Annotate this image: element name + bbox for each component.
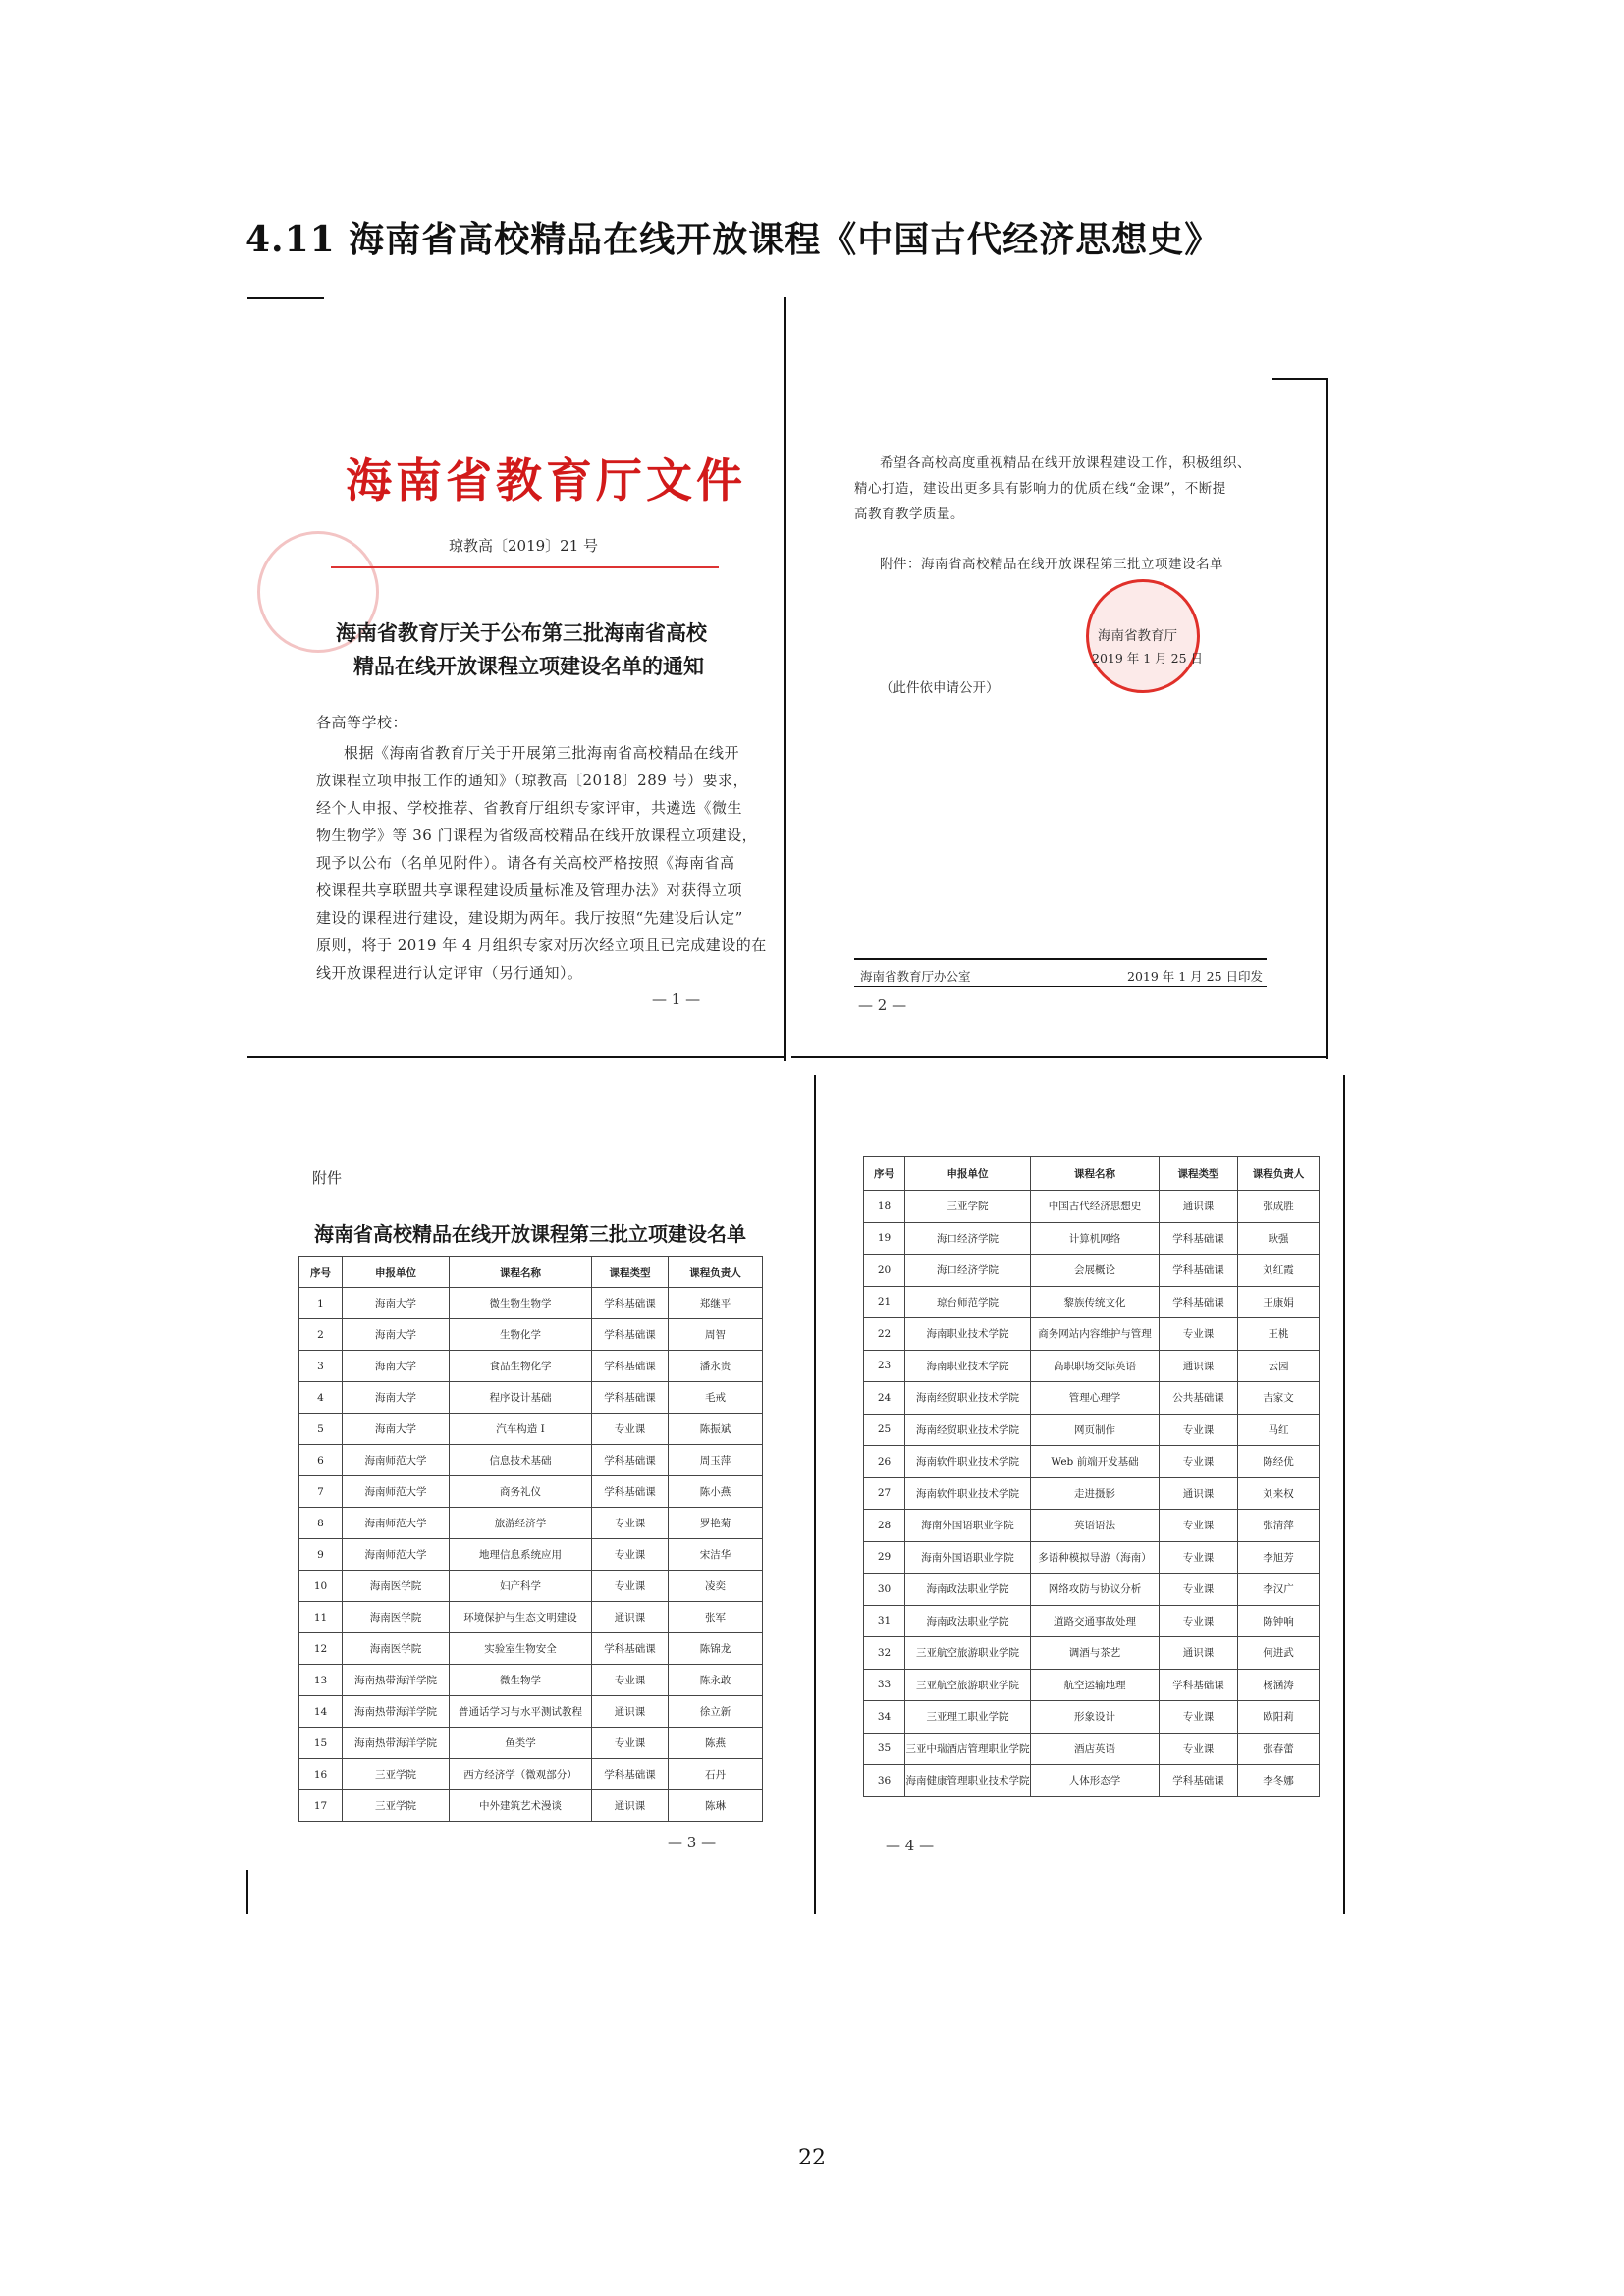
cell: Web 前端开发基础 (1031, 1446, 1160, 1478)
notice-title-line2: 精品在线开放课程立项建设名单的通知 (353, 654, 704, 678)
cell: 通识课 (1160, 1477, 1238, 1510)
table-row (864, 1350, 1320, 1382)
cell: 马红 (1238, 1414, 1320, 1446)
table-row (864, 1382, 1320, 1415)
table-header-row (864, 1157, 1320, 1191)
course-table-part2 (863, 1156, 1320, 1797)
cell: 学科基础课 (1160, 1765, 1238, 1797)
table-row (864, 1574, 1320, 1606)
body-line: 经个人申报、学校推荐、省教育厅组织专家评审，共遴选《微生 (316, 799, 743, 817)
scan-page-3 (247, 1075, 787, 1914)
scan-bottom-1 (247, 1056, 785, 1058)
cell: 西方经济学（微观部分） (450, 1759, 592, 1790)
cell: 专业课 (1160, 1510, 1238, 1542)
footer-rule (854, 958, 1267, 960)
cell: 22 (864, 1318, 905, 1351)
body-line: 放课程立项申报工作的通知》（琼教高〔2018〕289 号）要求， (316, 772, 749, 789)
scan-page-4 (809, 1068, 1344, 1914)
body-line: 物生物学》等 36 门课程为省级高校精品在线开放课程立项建设， (316, 827, 758, 844)
cell: 罗艳菊 (669, 1508, 763, 1539)
cell: 27 (864, 1477, 905, 1510)
cell: 12 (299, 1633, 343, 1665)
cell: 陈小燕 (669, 1476, 763, 1508)
cell: 陈琳 (669, 1790, 763, 1822)
cell: 陈永敢 (669, 1665, 763, 1696)
table-row (864, 1477, 1320, 1510)
seal-issuer: 海南省教育厅 (1098, 628, 1177, 644)
cell: 海南职业技术学院 (905, 1318, 1031, 1351)
table-row (864, 1701, 1320, 1734)
cell: 商务网站内容维护与管理 (1031, 1318, 1160, 1351)
issue-date: 2019 年 1 月 25 日 (1092, 651, 1204, 666)
scan-right-edge-4 (1343, 1075, 1345, 1914)
col-header: 课程类型 (592, 1257, 669, 1288)
cell: 妇产科学 (450, 1571, 592, 1602)
cell: 海南职业技术学院 (905, 1350, 1031, 1382)
col-header: 课程负责人 (1238, 1157, 1320, 1191)
cell: 海南健康管理职业技术学院 (905, 1765, 1031, 1797)
cell: 李冬娜 (1238, 1765, 1320, 1797)
cell: 云园 (1238, 1350, 1320, 1382)
table-row (299, 1633, 763, 1665)
cell: 生物化学 (450, 1319, 592, 1351)
cell: 3 (299, 1351, 343, 1382)
cell: 普通话学习与水平测试教程 (450, 1696, 592, 1728)
col-header: 课程名称 (1031, 1157, 1160, 1191)
scan-divider-right (1326, 378, 1328, 1059)
public-note: （此件依申请公开） (880, 680, 1000, 696)
cell: 旅游经济学 (450, 1508, 592, 1539)
table-row (299, 1319, 763, 1351)
cell: 琼台师范学院 (905, 1286, 1031, 1318)
cell: 21 (864, 1286, 905, 1318)
cell: 海口经济学院 (905, 1255, 1031, 1287)
cell: 专业课 (592, 1571, 669, 1602)
cell: 三亚学院 (905, 1191, 1031, 1223)
section-heading: 4.11 海南省高校精品在线开放课程《中国古代经济思想史》 (245, 219, 1221, 260)
cell: 海南大学 (343, 1319, 450, 1351)
table-row (299, 1382, 763, 1414)
cell: 地理信息系统应用 (450, 1539, 592, 1571)
cell: 25 (864, 1414, 905, 1446)
cell: 刘红霞 (1238, 1255, 1320, 1287)
cell: 35 (864, 1733, 905, 1765)
table-row (864, 1733, 1320, 1765)
cell: 专业课 (1160, 1605, 1238, 1637)
attachment-note: 附件：海南省高校精品在线开放课程第三批立项建设名单 (880, 557, 1223, 572)
cell: 英语语法 (1031, 1510, 1160, 1542)
cell: 网络攻防与协议分析 (1031, 1574, 1160, 1606)
scan-left-edge-4 (814, 1075, 816, 1914)
scan-edge-top (1272, 378, 1326, 380)
scan-bottom-2 (791, 1056, 1328, 1058)
cell: 人体形态学 (1031, 1765, 1160, 1797)
cell: 三亚学院 (343, 1759, 450, 1790)
cell: 33 (864, 1669, 905, 1701)
cell: 毛戒 (669, 1382, 763, 1414)
table-row (299, 1665, 763, 1696)
col-header: 申报单位 (343, 1257, 450, 1288)
cell: 微生物学 (450, 1665, 592, 1696)
cell: 34 (864, 1701, 905, 1734)
cell: 陈经优 (1238, 1446, 1320, 1478)
table-row (299, 1759, 763, 1790)
cell: 学科基础课 (1160, 1286, 1238, 1318)
table-row (864, 1605, 1320, 1637)
cell: 专业课 (1160, 1446, 1238, 1478)
table-row (299, 1696, 763, 1728)
cell: 张清萍 (1238, 1510, 1320, 1542)
cell: 凌奕 (669, 1571, 763, 1602)
cell: 酒店英语 (1031, 1733, 1160, 1765)
cell: 18 (864, 1191, 905, 1223)
scan-page-1 (247, 297, 785, 1058)
cell: 专业课 (592, 1414, 669, 1445)
cell: 微生物生物学 (450, 1288, 592, 1319)
table-row (864, 1222, 1320, 1255)
body-line: 线开放课程进行认定评审（另行通知）。 (316, 964, 583, 982)
table-row (299, 1790, 763, 1822)
cell: 信息技术基础 (450, 1445, 592, 1476)
cell: 海南外国语职业学院 (905, 1510, 1031, 1542)
cell: 海南热带海洋学院 (343, 1728, 450, 1759)
cell: 高职职场交际英语 (1031, 1350, 1160, 1382)
cell: 程序设计基础 (450, 1382, 592, 1414)
cell: 32 (864, 1637, 905, 1670)
cell: 徐立新 (669, 1696, 763, 1728)
notice-title-line1: 海南省教育厅关于公布第三批海南省高校 (336, 620, 707, 645)
table-row (299, 1445, 763, 1476)
table-row (864, 1765, 1320, 1797)
page-number-2: — 2 — (858, 996, 907, 1014)
cell: 张军 (669, 1602, 763, 1633)
cell: 24 (864, 1382, 905, 1415)
cell: 食品生物化学 (450, 1351, 592, 1382)
table-row (864, 1191, 1320, 1223)
cell: 通识课 (592, 1602, 669, 1633)
cell: 海南医学院 (343, 1571, 450, 1602)
cell: 专业课 (592, 1665, 669, 1696)
cell: 鱼类学 (450, 1728, 592, 1759)
cell: 三亚学院 (343, 1790, 450, 1822)
cell: 专业课 (1160, 1733, 1238, 1765)
col-header: 申报单位 (905, 1157, 1031, 1191)
cell: 汽车构造 I (450, 1414, 592, 1445)
cell: 海南大学 (343, 1351, 450, 1382)
cell: 通识课 (1160, 1350, 1238, 1382)
cell: 14 (299, 1696, 343, 1728)
cell: 海南大学 (343, 1288, 450, 1319)
scan-edge-top (247, 297, 324, 299)
cell: 调酒与茶艺 (1031, 1637, 1160, 1670)
scan-divider-left (784, 297, 786, 1061)
cell: 36 (864, 1765, 905, 1797)
cell: 学科基础课 (592, 1759, 669, 1790)
cell: 通识课 (1160, 1191, 1238, 1223)
cell: 海南师范大学 (343, 1539, 450, 1571)
cell: 石丹 (669, 1759, 763, 1790)
cell: 专业课 (1160, 1541, 1238, 1574)
table-row (299, 1476, 763, 1508)
cell: 海南师范大学 (343, 1445, 450, 1476)
table-row (864, 1446, 1320, 1478)
cell: 形象设计 (1031, 1701, 1160, 1734)
cell: 中国古代经济思想史 (1031, 1191, 1160, 1223)
table-row (864, 1510, 1320, 1542)
cell: 海南经贸职业技术学院 (905, 1382, 1031, 1415)
cell: 耿强 (1238, 1222, 1320, 1255)
page-number-4: — 4 — (886, 1837, 935, 1854)
cell: 陈燕 (669, 1728, 763, 1759)
cell: 学科基础课 (592, 1382, 669, 1414)
cell: 海南软件职业技术学院 (905, 1446, 1031, 1478)
table-row (299, 1351, 763, 1382)
body-line: 建设的课程进行建设，建设期为两年。我厅按照“先建设后认定” (316, 909, 743, 927)
table-row (864, 1255, 1320, 1287)
cell: 三亚航空旅游职业学院 (905, 1669, 1031, 1701)
cell: 5 (299, 1414, 343, 1445)
cell: 三亚中瑞酒店管理职业学院 (905, 1733, 1031, 1765)
footer-date: 2019 年 1 月 25 日印发 (1127, 969, 1264, 984)
cell: 学科基础课 (1160, 1669, 1238, 1701)
cell: 15 (299, 1728, 343, 1759)
cell: 海南医学院 (343, 1633, 450, 1665)
cell: 周智 (669, 1319, 763, 1351)
attachment-label: 附件 (312, 1169, 343, 1187)
list-title: 海南省高校精品在线开放课程第三批立项建设名单 (314, 1222, 746, 1246)
cell: 海南医学院 (343, 1602, 450, 1633)
body-line: 希望各高校高度重视精品在线开放课程建设工作，积极组织、 (880, 455, 1251, 471)
cell: 杨涵涛 (1238, 1669, 1320, 1701)
cell: 16 (299, 1759, 343, 1790)
cell: 通识课 (592, 1790, 669, 1822)
cell: 黎族传统文化 (1031, 1286, 1160, 1318)
cell: 王桃 (1238, 1318, 1320, 1351)
table-row (299, 1728, 763, 1759)
table-row (299, 1539, 763, 1571)
cell: 管理心理学 (1031, 1382, 1160, 1415)
cell: 海南软件职业技术学院 (905, 1477, 1031, 1510)
cell: 计算机网络 (1031, 1222, 1160, 1255)
document-page-number: 22 (798, 2146, 826, 2170)
cell: 11 (299, 1602, 343, 1633)
cell: 走进摄影 (1031, 1477, 1160, 1510)
body-line: 高教育教学质量。 (854, 507, 964, 522)
table-row (299, 1288, 763, 1319)
cell: 商务礼仪 (450, 1476, 592, 1508)
document-number: 琼教高〔2019〕21 号 (449, 537, 599, 555)
table-row (864, 1414, 1320, 1446)
cell: 海南大学 (343, 1382, 450, 1414)
cell: 海南热带海洋学院 (343, 1665, 450, 1696)
cell: 环境保护与生态文明建设 (450, 1602, 592, 1633)
col-header: 序号 (299, 1257, 343, 1288)
table-row (864, 1541, 1320, 1574)
col-header: 课程类型 (1160, 1157, 1238, 1191)
cell: 31 (864, 1605, 905, 1637)
red-header-title: 海南省教育厅文件 (346, 454, 746, 508)
cell: 7 (299, 1476, 343, 1508)
cell: 何进武 (1238, 1637, 1320, 1670)
cell: 学科基础课 (1160, 1255, 1238, 1287)
cell: 张成胜 (1238, 1191, 1320, 1223)
cell: 通识课 (1160, 1637, 1238, 1670)
cell: 吉家文 (1238, 1382, 1320, 1415)
table-header-row (299, 1257, 763, 1288)
cell: 陈钟响 (1238, 1605, 1320, 1637)
cell: 29 (864, 1541, 905, 1574)
scan-left-edge-3 (246, 1870, 248, 1914)
cell: 专业课 (1160, 1701, 1238, 1734)
cell: 学科基础课 (592, 1319, 669, 1351)
cell: 1 (299, 1288, 343, 1319)
cell: 网页制作 (1031, 1414, 1160, 1446)
cell: 实验室生物安全 (450, 1633, 592, 1665)
cell: 23 (864, 1350, 905, 1382)
cell: 专业课 (592, 1728, 669, 1759)
cell: 学科基础课 (592, 1633, 669, 1665)
cell: 学科基础课 (592, 1288, 669, 1319)
table-row (299, 1508, 763, 1539)
cell: 10 (299, 1571, 343, 1602)
footer-rule (854, 986, 1267, 987)
cell: 专业课 (592, 1508, 669, 1539)
cell: 海南热带海洋学院 (343, 1696, 450, 1728)
cell: 海南经贸职业技术学院 (905, 1414, 1031, 1446)
cell: 海南外国语职业学院 (905, 1541, 1031, 1574)
cell: 陈锦龙 (669, 1633, 763, 1665)
cell: 学科基础课 (1160, 1222, 1238, 1255)
cell: 海南师范大学 (343, 1508, 450, 1539)
page-number-3: — 3 — (668, 1834, 717, 1851)
cell: 周玉萍 (669, 1445, 763, 1476)
table-row (299, 1602, 763, 1633)
cell: 多语种模拟导游（海南） (1031, 1541, 1160, 1574)
cell: 宋洁华 (669, 1539, 763, 1571)
cell: 海南师范大学 (343, 1476, 450, 1508)
cell: 海南政法职业学院 (905, 1605, 1031, 1637)
cell: 专业课 (1160, 1574, 1238, 1606)
table-row (864, 1637, 1320, 1670)
cell: 海口经济学院 (905, 1222, 1031, 1255)
cell: 2 (299, 1319, 343, 1351)
cell: 13 (299, 1665, 343, 1696)
cell: 学科基础课 (592, 1445, 669, 1476)
cell: 陈振斌 (669, 1414, 763, 1445)
table-row (299, 1571, 763, 1602)
table-row (864, 1286, 1320, 1318)
cell: 中外建筑艺术漫谈 (450, 1790, 592, 1822)
cell: 6 (299, 1445, 343, 1476)
cell: 30 (864, 1574, 905, 1606)
cell: 20 (864, 1255, 905, 1287)
footer-office: 海南省教育厅办公室 (860, 969, 971, 984)
cell: 17 (299, 1790, 343, 1822)
cell: 会展概论 (1031, 1255, 1160, 1287)
cell: 28 (864, 1510, 905, 1542)
body-line: 原则，将于 2019 年 4 月组织专家对历次经立项且已完成建设的在 (316, 936, 767, 954)
body-line: 根据《海南省教育厅关于开展第三批海南省高校精品在线开 (344, 744, 740, 762)
cell: 公共基础课 (1160, 1382, 1238, 1415)
col-header: 课程负责人 (669, 1257, 763, 1288)
salutation: 各高等学校： (316, 714, 408, 731)
scan-page-2 (791, 378, 1326, 1059)
cell: 4 (299, 1382, 343, 1414)
cell: 三亚航空旅游职业学院 (905, 1637, 1031, 1670)
cell: 专业课 (1160, 1318, 1238, 1351)
cell: 9 (299, 1539, 343, 1571)
cell: 海南政法职业学院 (905, 1574, 1031, 1606)
cell: 26 (864, 1446, 905, 1478)
red-divider (331, 566, 719, 568)
cell: 欧阳莉 (1238, 1701, 1320, 1734)
cell: 刘来权 (1238, 1477, 1320, 1510)
cell: 通识课 (592, 1696, 669, 1728)
cell: 航空运输地理 (1031, 1669, 1160, 1701)
page-number-1: — 1 — (652, 990, 701, 1008)
body-line: 校课程共享联盟共享课程建设质量标准及管理办法》对获得立项 (316, 881, 743, 899)
table-row (299, 1414, 763, 1445)
course-table-part1 (298, 1256, 763, 1822)
cell: 专业课 (592, 1539, 669, 1571)
cell: 学科基础课 (592, 1351, 669, 1382)
col-header: 课程名称 (450, 1257, 592, 1288)
cell: 郑继平 (669, 1288, 763, 1319)
cell: 19 (864, 1222, 905, 1255)
cell: 8 (299, 1508, 343, 1539)
body-line: 精心打造，建设出更多具有影响力的优质在线“金课”，不断提 (854, 481, 1226, 497)
cell: 三亚理工职业学院 (905, 1701, 1031, 1734)
col-header: 序号 (864, 1157, 905, 1191)
cell: 海南大学 (343, 1414, 450, 1445)
cell: 学科基础课 (592, 1476, 669, 1508)
cell: 道路交通事故处理 (1031, 1605, 1160, 1637)
cell: 潘永贵 (669, 1351, 763, 1382)
cell: 张春蕾 (1238, 1733, 1320, 1765)
body-line: 现予以公布（名单见附件）。请各有关高校严格按照《海南省高 (316, 854, 735, 872)
cell: 李旭芳 (1238, 1541, 1320, 1574)
cell: 王康娟 (1238, 1286, 1320, 1318)
cell: 专业课 (1160, 1414, 1238, 1446)
cell: 李汉广 (1238, 1574, 1320, 1606)
table-row (864, 1669, 1320, 1701)
table-row (864, 1318, 1320, 1351)
